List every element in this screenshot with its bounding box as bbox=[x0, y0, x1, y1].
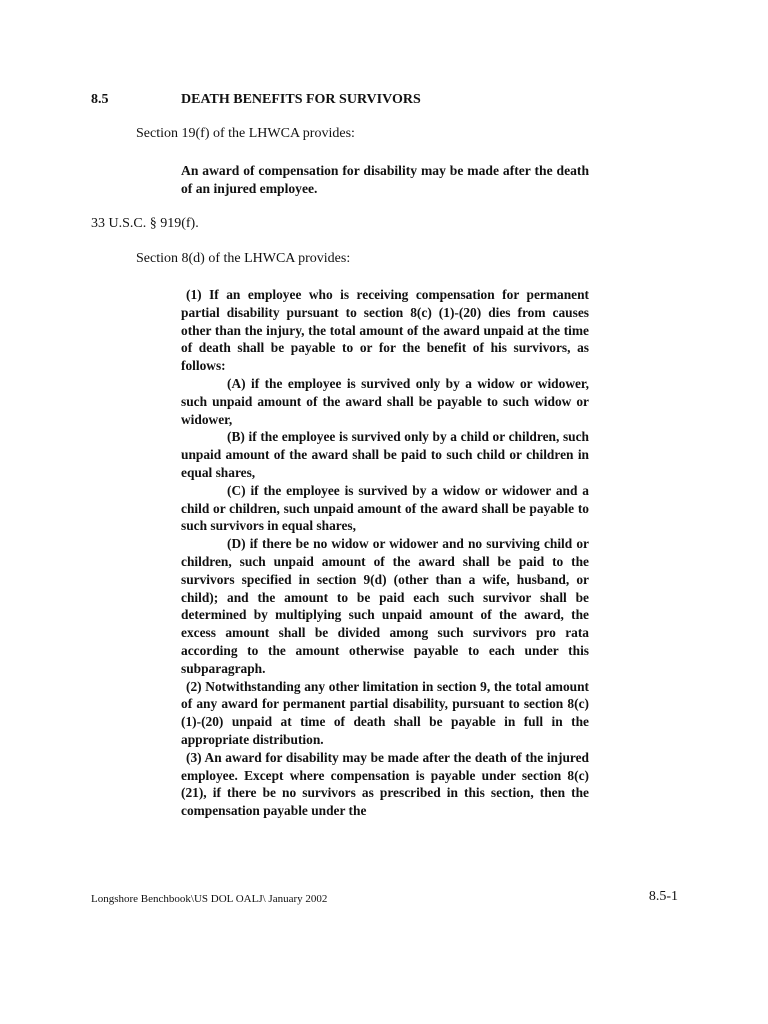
section-heading bbox=[91, 91, 421, 109]
intro-section-8d: Section 8(d) of the LHWCA provides: bbox=[136, 251, 351, 266]
paragraph-2: (2) Notwithstanding any other limitation in section 9, the total amount of any award for permanent partial disability, pursuant to section 8(c)(1)-(20) unpaid at time of death shall be payable in full in the appropriate distribution. bbox=[181, 678, 589, 747]
section-title: DEATH BENEFITS FOR SURVIVORS bbox=[181, 92, 421, 107]
section-number: 8.5 bbox=[91, 92, 109, 107]
footer-source: Longshore Benchbook\US DOL OALJ\ January 2002 bbox=[91, 893, 328, 905]
subparagraph-b: (B) if the employee is survived only by a child or children, such unpaid amount of the award shall be paid to such child or children in equal shares, bbox=[181, 429, 589, 480]
paragraph-3: (3) An award for disability may be made after the death of the injured employee. Except where compensation is payable under section 8(c)(21), if there be no survivors as prescribed in this section, then the compensation payable under the bbox=[181, 749, 589, 819]
subparagraph-c: (C) if the employee is survived by a widow or widower and a child or children, such unpaid amount of the award shall be payable to such survivors in equal shares, bbox=[181, 482, 589, 534]
block-quote-8d bbox=[181, 286, 589, 820]
subparagraph-a: (A) if the employee is survived only by a widow or widower, such unpaid amount of the award shall be payable to such widow or widower, bbox=[181, 375, 589, 427]
intro-section-19f: Section 19(f) of the LHWCA provides: bbox=[136, 126, 355, 141]
page-number: 8.5-1 bbox=[648, 889, 678, 904]
paragraph-1: (1) If an employee who is receiving compensation for permanent partial disability pursuant to section 8(c) (1)-(20) dies from causes other than the injury, the total amount of the award unpaid at the time of death shall be payable to or for the benefit of his survivors, as follows: bbox=[181, 287, 589, 374]
block-quote-19f: An award of compensation for disability may be made after the death of an injured employee. bbox=[181, 163, 589, 196]
citation: 33 U.S.C. § 919(f). bbox=[91, 216, 199, 231]
subparagraph-d: (D) if there be no widow or widower and no surviving child or children, such unpaid amount of the award shall be paid to the survivors specified in section 9(d) (other than a wife, husband, or child); and the amount to be paid each such survivor shall be determined by multiplying such unpaid amount of the award, the excess amount shall be divided among such survivors pro rata according to the amount otherwise payable to each under this subparagraph. bbox=[181, 536, 589, 676]
